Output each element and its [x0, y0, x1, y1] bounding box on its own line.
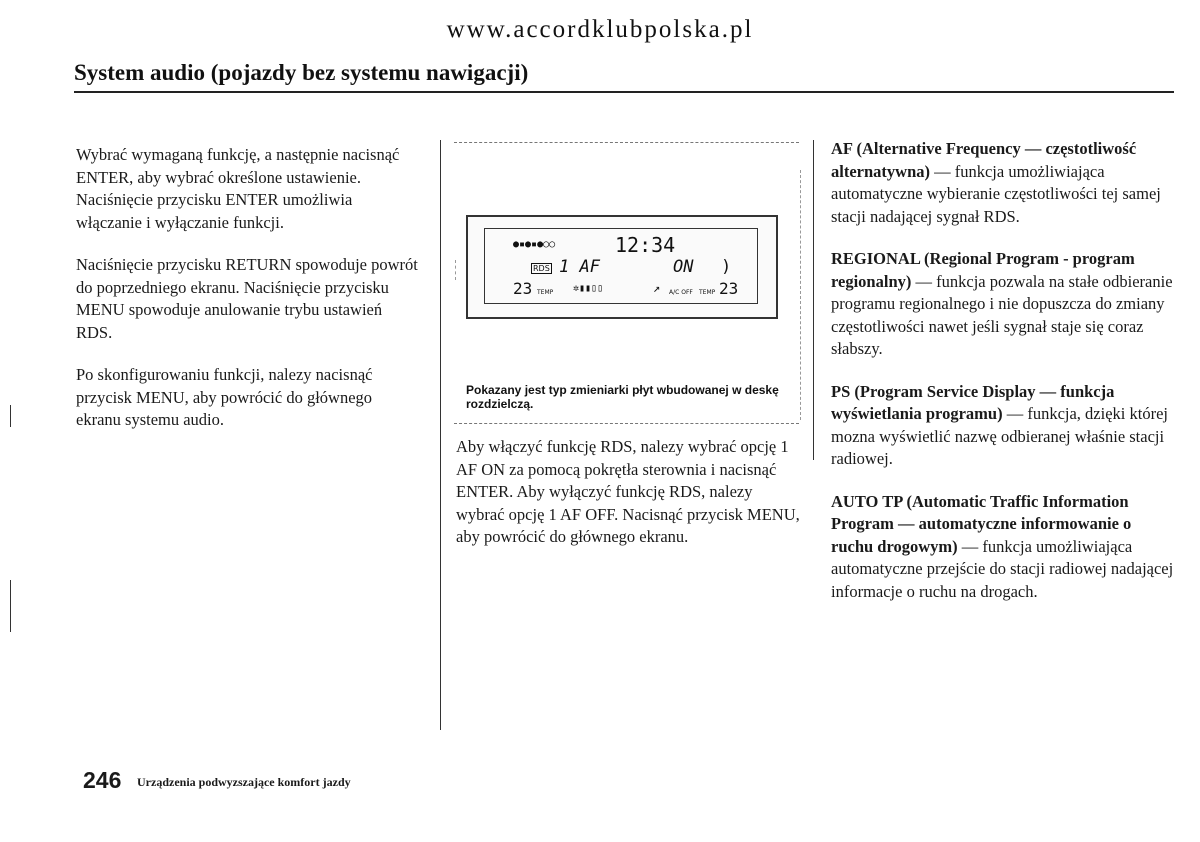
clock-readout: 12:34 [615, 233, 676, 257]
definition-auto-tp [831, 491, 1176, 604]
margin-mark [10, 405, 11, 427]
figure-frame-bottom [454, 423, 799, 424]
paragraph: Aby włączyć funkcję RDS, nalezy wybrać opcję 1 AF ON za pomocą pokrętła sterownia i nacisnąć ENTER. Aby wyłączyć funkcję RDS, nalezy wybrać opcję 1 AF OFF. Nacisnąć przycisk MENU, aby powrócić do głównego ekranu. [456, 437, 800, 546]
paragraph: Wybrać wymaganą funkcję, a następnie nacisnąć ENTER, aby wybrać określone ustawienie. Naciśnięcie przycisku ENTER umożliwia włączanie i wyłączanie funkcji. [76, 145, 400, 232]
menu-item-readout: 1 AF [559, 257, 600, 277]
term: AF (Alternative Frequency — częstotliwość alternatywna) [831, 139, 1137, 181]
definition-text: — funkcja umożliwiająca automatyczne wybieranie częstotliwości tej samej stacji nadającej sygnał RDS. [831, 161, 1161, 226]
definition-text: — funkcja umożliwiająca automatyczne przejście do stacji radiowej nadającej informacje o ruchu na drogach. [831, 536, 1174, 601]
column-left [76, 144, 421, 452]
figure-caption: Pokazany jest typ zmieniarki płyt wbudowanej w deskę rozdzielczą. [466, 383, 779, 411]
state-readout: ON [673, 257, 694, 277]
column-right [831, 138, 1176, 623]
figure-frame-left [455, 260, 456, 280]
display-middle-row [493, 257, 749, 279]
radio-display-screen [484, 228, 758, 304]
temp-right-label: TEMP [699, 289, 716, 296]
display-top-row [493, 233, 749, 255]
bracket-glyph: ) [721, 257, 732, 277]
display-bottom-row [493, 279, 749, 301]
airflow-icon: ↗ [653, 281, 661, 295]
definition-regional [831, 248, 1176, 361]
paragraph: Naciśnięcie przycisku RETURN spowoduje powrót do poprzedniego ekranu. Naciśnięcie przycisku MENU spowoduje anulowanie trybu ustawień RDS. [76, 255, 418, 342]
temp-left-readout: 23 [513, 279, 533, 298]
fan-level-icon: ✲▮▮▯▯ [573, 283, 604, 294]
term: PS (Program Service Display — funkcja wyświetlania programu) [831, 381, 1115, 423]
page-title: System audio (pojazdy bez systemu nawigacji) [74, 60, 529, 85]
disc-indicator-icon: ●▪●▪●○○ [513, 239, 556, 250]
footer-section-title: Urządzenia podwyzszające komfort jazdy [137, 775, 351, 789]
column-middle [456, 436, 801, 569]
figure-frame-top [454, 142, 799, 143]
site-url: www.accordklubpolska.pl [446, 16, 754, 43]
definition-text: — funkcja, dzięki której mozna wyświetlić nazwę odbieranej właśnie stacji radiowej. [831, 404, 1168, 468]
temp-right-readout: 23 [719, 279, 739, 298]
temp-left-label: TEMP [537, 289, 554, 296]
definition-ps [831, 381, 1176, 471]
rds-indicator: RDS [533, 264, 550, 273]
term: AUTO TP (Automatic Traffic Information Program — automatyczne informowanie o ruchu drogowym) [831, 491, 1132, 556]
ac-status-label: A/C OFF [669, 289, 693, 296]
definition-af [831, 138, 1176, 228]
title-divider [74, 91, 1174, 93]
page-number: 246 [83, 767, 122, 793]
paragraph: Po skonfigurowaniu funkcji, nalezy nacisnąć przycisk MENU, aby powrócić do głównego ekranu systemu audio. [76, 365, 373, 429]
margin-mark [10, 580, 11, 632]
column-divider-right [813, 140, 814, 460]
definition-text: — funkcja pozwala na stałe odbieranie programu regionalnego i nie dopuszcza do zmiany częstotliwości nawet jeśli sygnał staje się coraz słabszy. [831, 271, 1173, 358]
term: REGIONAL (Regional Program - program regionalny) [831, 249, 1135, 291]
figure-frame-right [800, 170, 801, 420]
column-divider-left [440, 140, 441, 730]
